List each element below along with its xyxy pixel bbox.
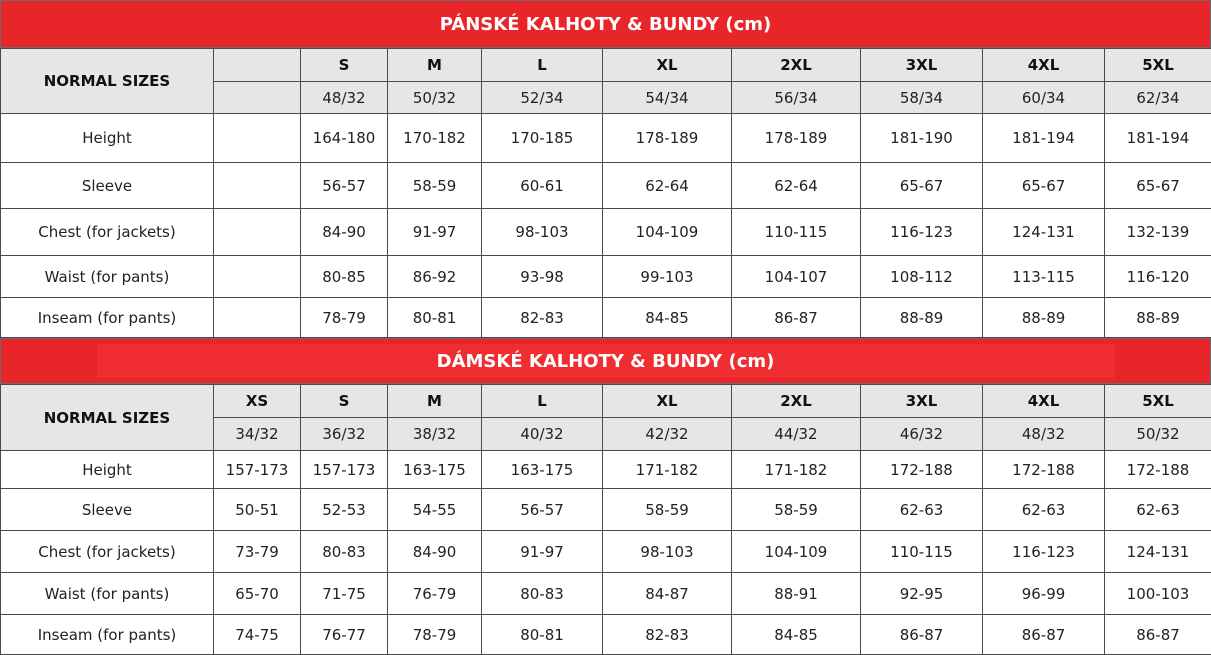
women-value-cell: 74-75	[214, 615, 301, 655]
men-row-label: Chest (for jackets)	[1, 209, 214, 256]
men-value-cell: 99-103	[603, 256, 732, 298]
women-value-cell: 116-123	[983, 531, 1105, 573]
men-value-cell: 56-57	[301, 163, 388, 209]
men-value-cell: 78-79	[301, 298, 388, 338]
men-size-xl: XL	[603, 49, 732, 82]
women-size-xl: XL	[603, 385, 732, 418]
men-value-cell: 80-85	[301, 256, 388, 298]
women-value-cell: 84-85	[732, 615, 861, 655]
men-size-s: S	[301, 49, 388, 82]
men-value-cell: 60-61	[482, 163, 603, 209]
women-code-cell: 36/32	[301, 418, 388, 451]
men-value-cell: 88-89	[983, 298, 1105, 338]
women-value-cell: 124-131	[1105, 531, 1211, 573]
men-section-title: PÁNSKÉ KALHOTY & BUNDY (cm)	[0, 0, 1211, 48]
men-blank-value-cell	[214, 298, 301, 338]
men-value-cell: 82-83	[482, 298, 603, 338]
women-value-cell: 86-87	[983, 615, 1105, 655]
women-value-cell: 163-175	[388, 451, 482, 489]
women-value-cell: 100-103	[1105, 573, 1211, 615]
women-value-cell: 104-109	[732, 531, 861, 573]
men-value-cell: 170-185	[482, 114, 603, 163]
men-code-cell: 52/34	[482, 82, 603, 114]
men-value-cell: 108-112	[861, 256, 983, 298]
women-code-cell: 38/32	[388, 418, 482, 451]
women-measure-row	[1, 451, 1211, 489]
women-value-cell: 92-95	[861, 573, 983, 615]
women-value-cell: 50-51	[214, 489, 301, 531]
women-section-title	[0, 338, 1211, 384]
women-value-cell: 62-63	[983, 489, 1105, 531]
men-value-cell: 86-92	[388, 256, 482, 298]
women-row-label: Inseam (for pants)	[1, 615, 214, 655]
women-value-cell: 86-87	[861, 615, 983, 655]
men-blank-value-cell	[214, 209, 301, 256]
women-code-cell: 40/32	[482, 418, 603, 451]
men-value-cell: 91-97	[388, 209, 482, 256]
men-value-cell: 104-109	[603, 209, 732, 256]
men-value-cell: 62-64	[732, 163, 861, 209]
men-value-cell: 170-182	[388, 114, 482, 163]
women-size-l: L	[482, 385, 603, 418]
men-size-header-row	[1, 49, 1211, 82]
women-value-cell: 172-188	[861, 451, 983, 489]
women-value-cell: 84-90	[388, 531, 482, 573]
men-value-cell: 86-87	[732, 298, 861, 338]
women-value-cell: 56-57	[482, 489, 603, 531]
women-value-cell: 84-87	[603, 573, 732, 615]
men-size-l: L	[482, 49, 603, 82]
men-value-cell: 116-120	[1105, 256, 1211, 298]
women-value-cell: 80-83	[301, 531, 388, 573]
women-value-cell: 71-75	[301, 573, 388, 615]
women-value-cell: 110-115	[861, 531, 983, 573]
men-code-cell: 62/34	[1105, 82, 1211, 114]
men-code-cell: 58/34	[861, 82, 983, 114]
women-row-label: Waist (for pants)	[1, 573, 214, 615]
women-size-table	[0, 384, 1211, 655]
men-code-cell: 50/32	[388, 82, 482, 114]
men-measure-row	[1, 163, 1211, 209]
women-code-cell: 50/32	[1105, 418, 1211, 451]
men-code-cell: 48/32	[301, 82, 388, 114]
men-value-cell: 93-98	[482, 256, 603, 298]
men-measure-row	[1, 209, 1211, 256]
men-value-cell: 98-103	[482, 209, 603, 256]
men-blank-code-cell	[214, 82, 301, 114]
women-value-cell: 52-53	[301, 489, 388, 531]
men-value-cell: 65-67	[1105, 163, 1211, 209]
women-code-cell: 48/32	[983, 418, 1105, 451]
women-measure-row	[1, 489, 1211, 531]
men-size-4xl: 4XL	[983, 49, 1105, 82]
women-value-cell: 157-173	[214, 451, 301, 489]
women-code-cell: 42/32	[603, 418, 732, 451]
women-value-cell: 82-83	[603, 615, 732, 655]
women-size-m: M	[388, 385, 482, 418]
men-value-cell: 181-190	[861, 114, 983, 163]
women-code-cell: 34/32	[214, 418, 301, 451]
women-value-cell: 58-59	[732, 489, 861, 531]
women-value-cell: 58-59	[603, 489, 732, 531]
women-value-cell: 78-79	[388, 615, 482, 655]
women-value-cell: 80-81	[482, 615, 603, 655]
women-measure-row	[1, 615, 1211, 655]
women-value-cell: 98-103	[603, 531, 732, 573]
men-blank-value-cell	[214, 114, 301, 163]
women-value-cell: 172-188	[1105, 451, 1211, 489]
women-section-title-text: DÁMSKÉ KALHOTY & BUNDY (cm)	[97, 344, 1115, 378]
men-blank-value-cell	[214, 163, 301, 209]
men-value-cell: 58-59	[388, 163, 482, 209]
men-value-cell: 62-64	[603, 163, 732, 209]
women-value-cell: 80-83	[482, 573, 603, 615]
men-normal-sizes-label: NORMAL SIZES	[1, 49, 214, 114]
men-value-cell: 104-107	[732, 256, 861, 298]
women-value-cell: 76-79	[388, 573, 482, 615]
men-size-2xl: 2XL	[732, 49, 861, 82]
men-value-cell: 164-180	[301, 114, 388, 163]
women-code-cell: 44/32	[732, 418, 861, 451]
women-value-cell: 54-55	[388, 489, 482, 531]
women-size-header-row	[1, 385, 1211, 418]
men-row-label: Inseam (for pants)	[1, 298, 214, 338]
women-measure-row	[1, 573, 1211, 615]
men-value-cell: 65-67	[983, 163, 1105, 209]
women-code-cell: 46/32	[861, 418, 983, 451]
women-measure-row	[1, 531, 1211, 573]
women-value-cell: 96-99	[983, 573, 1105, 615]
women-value-cell: 163-175	[482, 451, 603, 489]
women-value-cell: 86-87	[1105, 615, 1211, 655]
women-size-5xl: 5XL	[1105, 385, 1211, 418]
women-value-cell: 76-77	[301, 615, 388, 655]
men-value-cell: 124-131	[983, 209, 1105, 256]
men-measure-row	[1, 114, 1211, 163]
men-size-table	[0, 48, 1211, 338]
men-code-cell: 54/34	[603, 82, 732, 114]
women-row-label: Sleeve	[1, 489, 214, 531]
women-size-4xl: 4XL	[983, 385, 1105, 418]
women-row-label: Height	[1, 451, 214, 489]
men-value-cell: 181-194	[983, 114, 1105, 163]
men-value-cell: 132-139	[1105, 209, 1211, 256]
women-value-cell: 171-182	[732, 451, 861, 489]
men-value-cell: 65-67	[861, 163, 983, 209]
women-value-cell: 88-91	[732, 573, 861, 615]
men-value-cell: 84-90	[301, 209, 388, 256]
men-measure-row	[1, 298, 1211, 338]
men-size-5xl: 5XL	[1105, 49, 1211, 82]
men-value-cell: 110-115	[732, 209, 861, 256]
women-value-cell: 157-173	[301, 451, 388, 489]
men-blank-size-cell	[214, 49, 301, 82]
men-blank-value-cell	[214, 256, 301, 298]
men-value-cell: 178-189	[732, 114, 861, 163]
women-value-cell: 62-63	[861, 489, 983, 531]
women-size-2xl: 2XL	[732, 385, 861, 418]
men-code-cell: 56/34	[732, 82, 861, 114]
men-value-cell: 80-81	[388, 298, 482, 338]
men-size-3xl: 3XL	[861, 49, 983, 82]
women-value-cell: 62-63	[1105, 489, 1211, 531]
men-measure-row	[1, 256, 1211, 298]
women-row-label: Chest (for jackets)	[1, 531, 214, 573]
women-size-s: S	[301, 385, 388, 418]
women-value-cell: 171-182	[603, 451, 732, 489]
women-size-3xl: 3XL	[861, 385, 983, 418]
men-row-label: Sleeve	[1, 163, 214, 209]
men-row-label: Waist (for pants)	[1, 256, 214, 298]
men-value-cell: 88-89	[1105, 298, 1211, 338]
women-normal-sizes-label: NORMAL SIZES	[1, 385, 214, 451]
men-value-cell: 88-89	[861, 298, 983, 338]
women-value-cell: 172-188	[983, 451, 1105, 489]
women-value-cell: 91-97	[482, 531, 603, 573]
women-value-cell: 65-70	[214, 573, 301, 615]
men-value-cell: 84-85	[603, 298, 732, 338]
men-value-cell: 116-123	[861, 209, 983, 256]
men-code-cell: 60/34	[983, 82, 1105, 114]
men-row-label: Height	[1, 114, 214, 163]
men-value-cell: 181-194	[1105, 114, 1211, 163]
men-size-m: M	[388, 49, 482, 82]
men-value-cell: 178-189	[603, 114, 732, 163]
men-value-cell: 113-115	[983, 256, 1105, 298]
women-size-xs: XS	[214, 385, 301, 418]
women-value-cell: 73-79	[214, 531, 301, 573]
